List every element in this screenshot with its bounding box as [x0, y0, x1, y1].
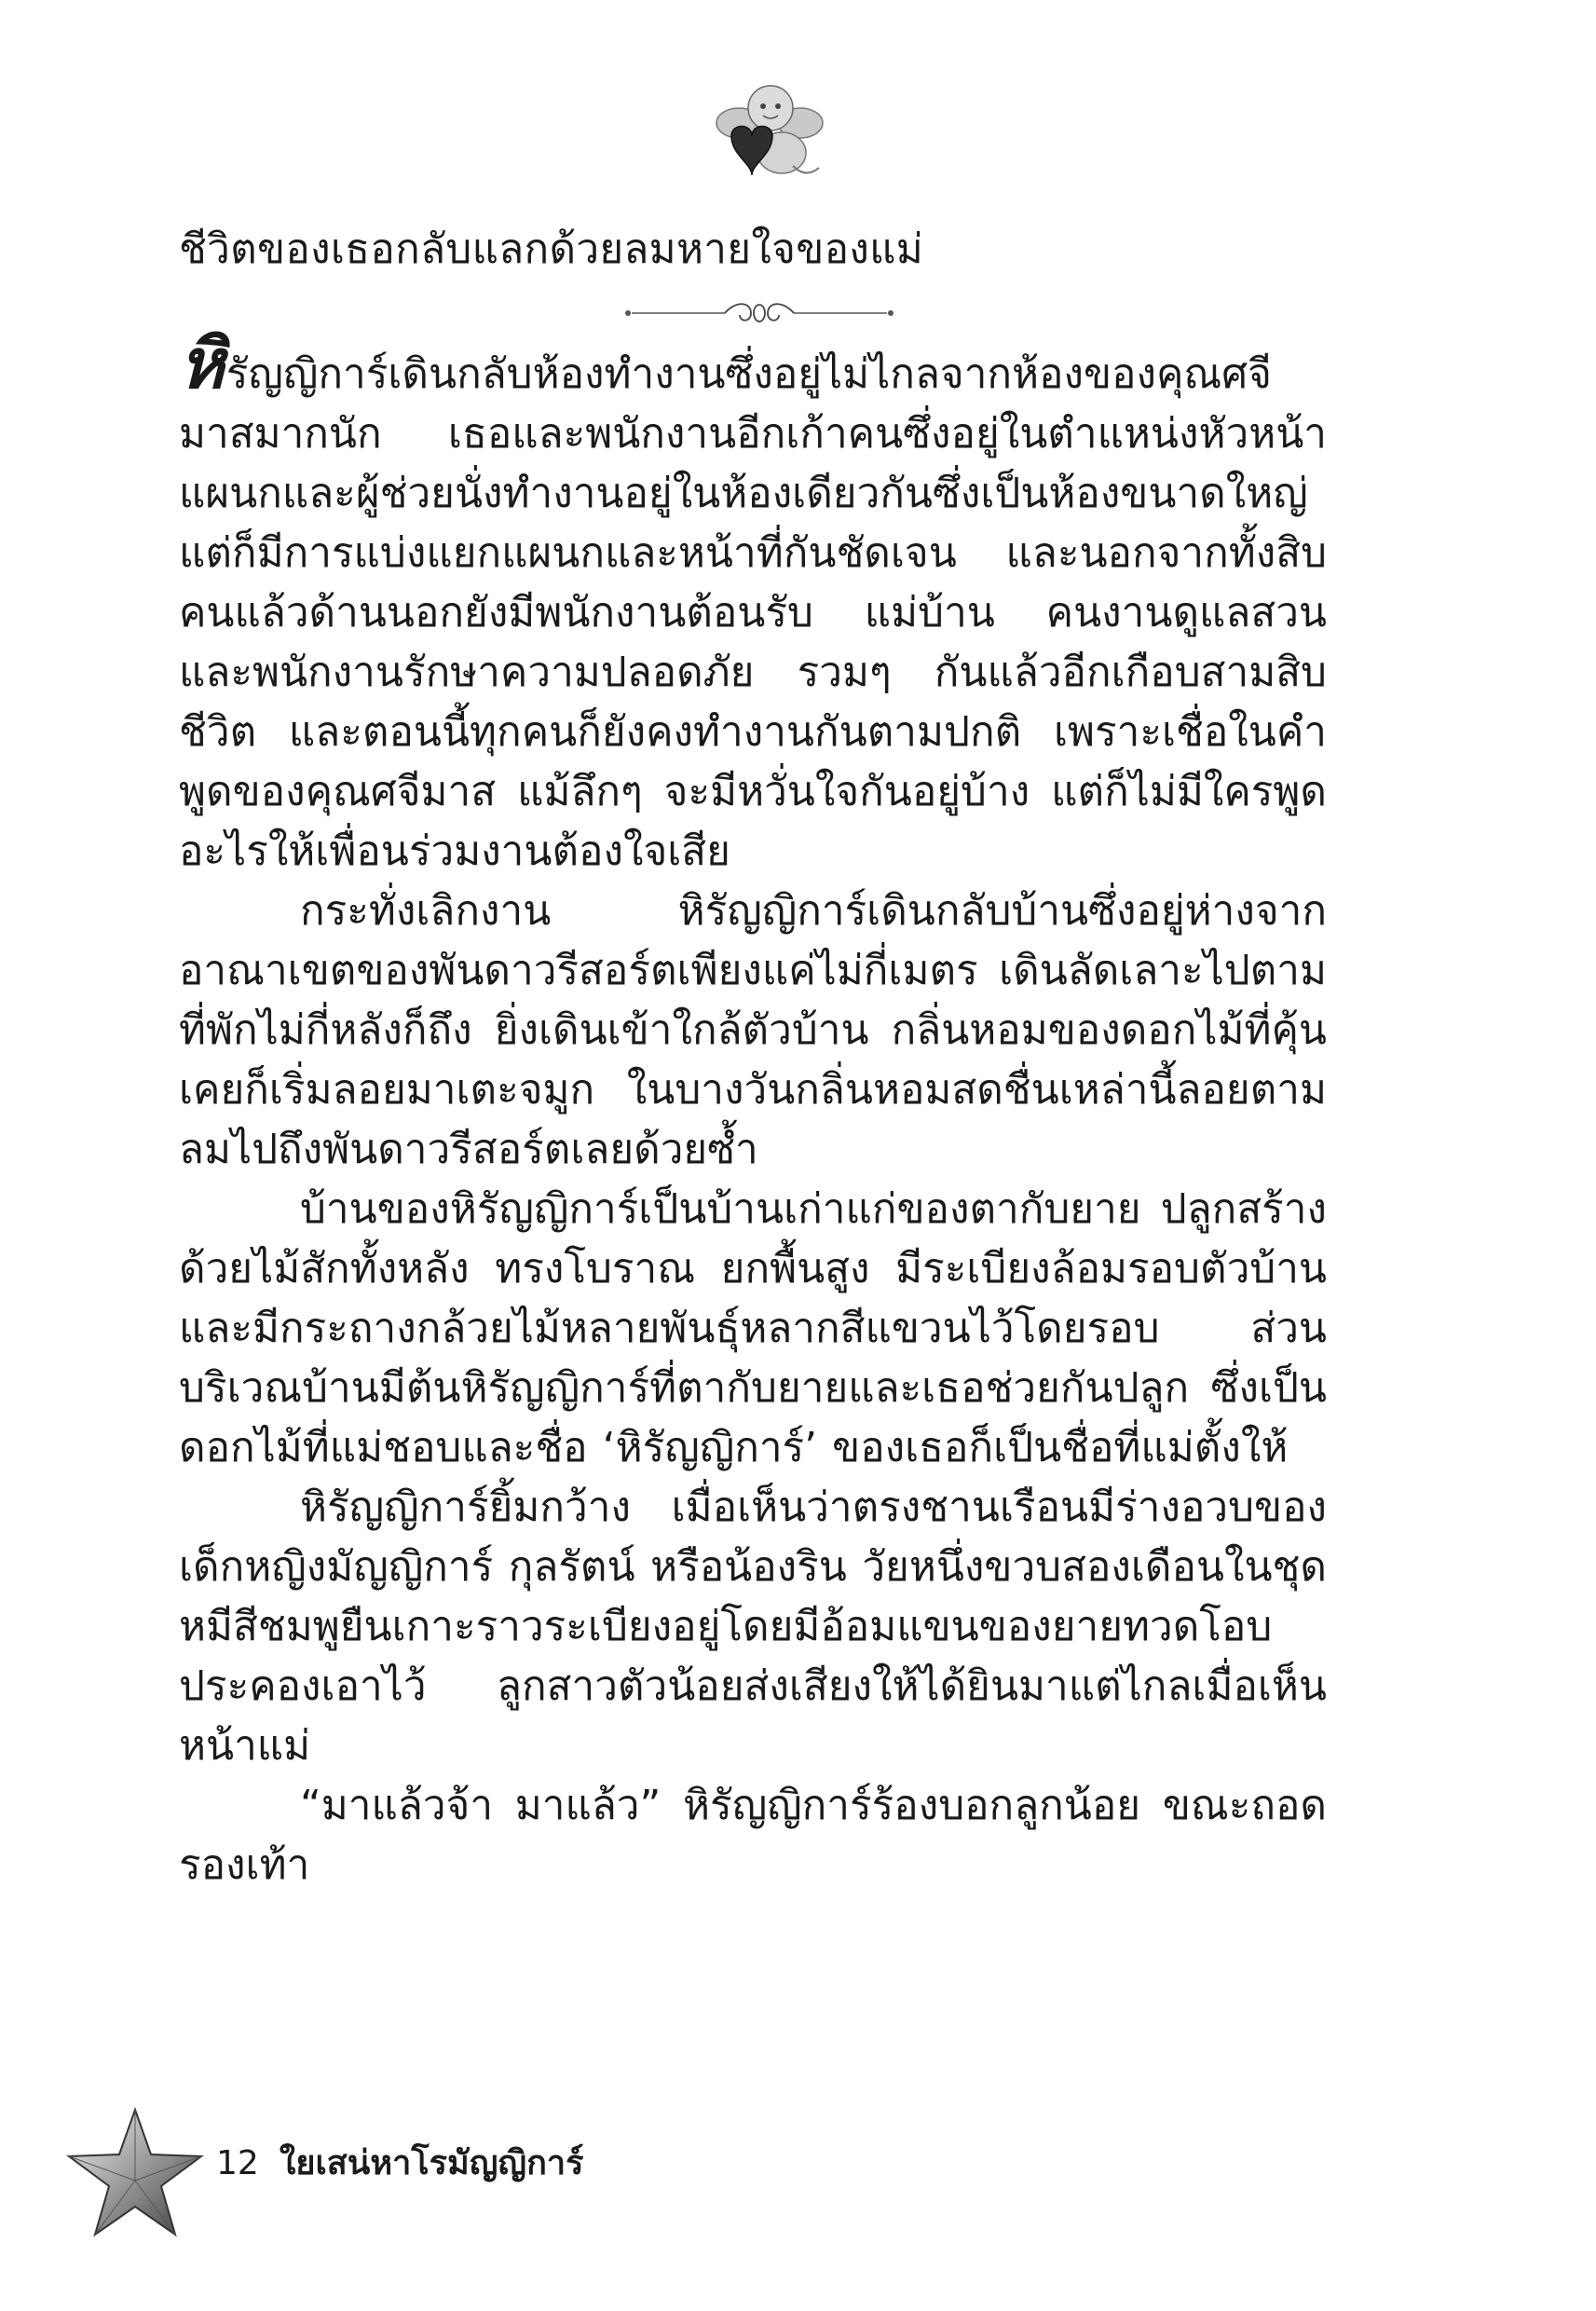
paragraph: บ้านของหิรัญญิการ์เป็นบ้านเก่าแก่ของตากับยาย ปลูกสร้างด้วยไม้สักทั้งหลัง ทรงโบราณ ยกพื้นสูง มีระเบียงล้อมรอบตัวบ้านและมีกระถางกล้วยไม้หลายพันธุ์หลากสีแขวนไว้โดยรอบ ส่วนบริเวณบ้านมีต้นหิรัญญิการ์ที่ตากับยายและเธอช่วยกันปลูก ซึ่งเป็นดอกไม้ที่แม่ชอบและชื่อ ‘หิรัญญิการ์’ ของเธอก็เป็นชื่อที่แม่ตั้งให้ — [179, 1185, 1327, 1471]
paragraph: กระทั่งเลิกงาน หิรัญญิการ์เดินกลับบ้านซึ่งอยู่ห่างจากอาณาเขตของพันดาวรีสอร์ตเพียงแค่ไม่กี่เมตร เดินลัดเลาะไปตามที่พักไม่กี่หลังก็ถึง ยิ่งเดินเข้าใกล้ตัวบ้าน กลิ่นหอมของดอกไม้ที่คุ้นเคยก็เริ่มลอยมาเตะจมูก ในบางวันกลิ่นหอมสดชื่นเหล่านี้ลอยตามลมไปถึงพันดาวรีสอร์ตเลยด้วยซ้ำ — [179, 887, 1327, 1173]
cherub-heart-emblem — [703, 75, 834, 186]
page-footer — [216, 2141, 583, 2186]
paragraph-text: รัญญิการ์เดินกลับห้องทำงานซึ่งอยู่ไม่ไกลจากห้องของคุณศจีมาสมากนัก เธอและพนักงานอีกเก้าคนซึ่งอยู่ในตำแหน่งหัวหน้าแผนกและผู้ช่วยนั่งทำงานอยู่ในห้องเดียวกันซึ่งเป็นห้องขนาดใหญ่ แต่ก็มีการแบ่งแยกแผนกและหน้าที่กันชัดเจน และนอกจากทั้งสิบคนแล้วด้านนอกยังมีพนักงานต้อนรับ แม่บ้าน คนงานดูแลสวน และพนักงานรักษาความปลอดภัย รวมๆ กันแล้วอีกเกือบสามสิบชีวิต และตอนนี้ทุกคนก็ยังคงทำงานกันตามปกติ เพราะเชื่อในคำพูดของคุณศจีมาส แม้ลึกๆ จะมีหวั่นใจกันอยู่บ้าง แต่ก็ไม่มีใครพูดอะไรให้เพื่อนร่วมงานต้องใจเสีย — [179, 350, 1327, 875]
paragraph: “มาแล้วจ้า มาแล้ว” หิรัญญิการ์ร้องบอกลูกน้อย ขณะถอดรองเท้า — [179, 1782, 1327, 1889]
star-icon — [65, 2106, 205, 2238]
drop-cap: หิ — [179, 324, 225, 404]
continued-text-line: ชีวิตของเธอกลับแลกด้วยลมหายใจของแม่ — [179, 226, 924, 273]
paragraph: หิรัญญิการ์ยิ้มกว้าง เมื่อเห็นว่าตรงชานเรือนมีร่างอวบของเด็กหญิงมัญญิการ์ กุลรัตน์ หรือน้องริน วัยหนึ่งขวบสองเดือนในชุดหมีสีชมพูยืนเกาะราวระเบียงอยู่โดยมีอ้อมแขนของยายทวดโอบประคองเอาไว้ ลูกสาวตัวน้อยส่งเสียงให้ได้ยินมาแต่ไกลเมื่อเห็นหน้าแม่ — [179, 1484, 1327, 1770]
book-title: ใยเสน่หาโรมัญญิการ์ — [279, 2144, 584, 2182]
page-number: 12 — [216, 2144, 259, 2182]
paragraph — [179, 324, 1327, 882]
body-text — [179, 324, 1327, 1895]
ornament-divider — [615, 296, 904, 330]
